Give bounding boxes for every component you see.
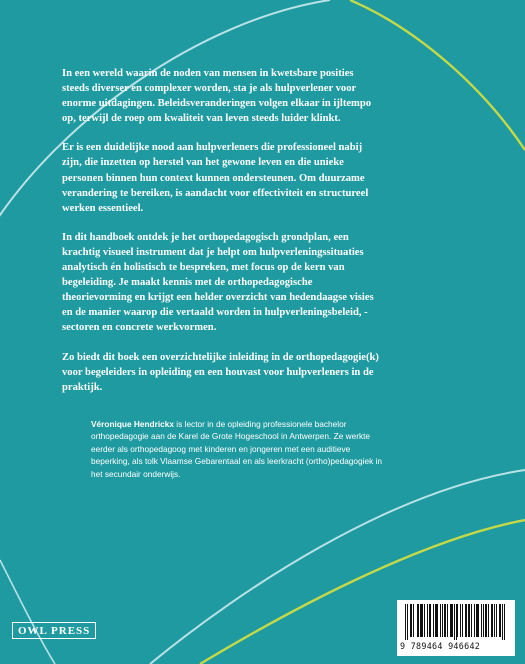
- barcode-bar: [474, 604, 475, 637]
- arc-light-left-bottom: [0, 560, 55, 664]
- barcode-bar: [430, 604, 431, 637]
- barcode-bar: [468, 604, 469, 637]
- barcode-bar: [413, 604, 414, 637]
- blurb-paragraph-1: In een wereld waarin de noden van mensen in kwetsbare posities steeds diverser en complexer worden, sta je als hulpverlener voor enorme uitdagingen. Beleidsveranderingen volgen elkaar in ijltempo op, terwijl de roep om kwaliteit van leven steeds luider klinkt.: [62, 68, 372, 125]
- barcode-bar: [410, 604, 411, 637]
- barcode-bar: [454, 604, 455, 640]
- barcode-bar: [437, 604, 438, 637]
- barcode-bar: [499, 604, 500, 637]
- barcode-bar: [465, 604, 466, 637]
- barcode-bar: [488, 604, 489, 637]
- barcode-bar: [445, 604, 446, 637]
- barcode-bar: [456, 604, 457, 640]
- barcode-bar: [462, 604, 463, 637]
- author-bio-text: is lector in de opleiding professionele bachelor orthopedagogie aan de Karel de Grote Hogeschool in Antwerpen. Ze werkte eerder als orthopedagoog met kinderen en jongeren met een auditieve beperking, als tolk Vlaamse Gebarentaal en als leerkracht (ortho)pedagogiek in het secundair onderwijs.: [91, 419, 383, 479]
- barcode-bar: [483, 604, 484, 637]
- barcode-bar: [469, 604, 470, 637]
- barcode-bar: [417, 604, 418, 637]
- barcode-bar: [496, 604, 497, 637]
- barcode-bar: [492, 604, 493, 637]
- barcode-bar: [476, 604, 477, 637]
- publisher-logo: OWL PRESS: [12, 622, 96, 639]
- author-name: Véronique Hendrickx: [91, 419, 174, 429]
- barcode-bar: [411, 604, 412, 637]
- barcode-bar: [436, 604, 437, 637]
- back-cover-blurb: [62, 66, 382, 409]
- barcode-bar: [457, 604, 458, 637]
- blurb-paragraph-4: Zo biedt dit boek een overzichtelijke inleiding in de orthopedagogie(k) voor begeleiders in opleiding en een houvast voor hulpverleners in de praktijk.: [62, 351, 379, 393]
- blurb-paragraph-3: In dit handboek ontdek je het orthopedagogisch grondplan, een krachtig visueel instrument dat je helpt om hulpverleningssituaties analytisch én holistisch te bespreken, met focus op de kern van begeleiding. Je maakt kennis met de orthopedagogische theorievorming en krijgt een helder overzicht van hedendaagse visies en de manier waarop die vertaald worden in hulpverleningsbeleid, -sectoren en concrete werkvormen.: [62, 231, 374, 334]
- barcode-bar: [427, 604, 428, 637]
- barcode-bar: [494, 604, 495, 637]
- barcode-bars: [405, 604, 507, 640]
- barcode-bar: [444, 604, 445, 637]
- barcode-bar: [466, 604, 467, 637]
- barcode-bar: [442, 604, 443, 637]
- barcode-bar: [424, 604, 425, 637]
- barcode-bar: [440, 604, 441, 637]
- barcode-bar: [486, 604, 487, 637]
- barcode-bar: [477, 604, 478, 637]
- barcode-bar: [485, 604, 486, 637]
- barcode-bar: [460, 604, 461, 637]
- barcode-bar: [421, 604, 422, 637]
- barcode-bar: [478, 604, 479, 637]
- barcode: [397, 600, 515, 656]
- barcode-bar: [407, 604, 408, 640]
- barcode-bar: [429, 604, 430, 637]
- author-bio: [91, 418, 391, 480]
- blurb-paragraph-2: Er is een duidelijke nood aan hulpverleners die professioneel nabij zijn, die inzetten op herstel van het gewone leven en die unieke personen binnen hun context kunnen ondersteunen. Om duurzame verandering te bereiken, is aandacht voor effectiviteit en structureel werken essentieel.: [62, 142, 369, 214]
- barcode-bar: [418, 604, 419, 637]
- barcode-bar: [491, 604, 492, 637]
- barcode-bar: [451, 604, 452, 637]
- barcode-bar: [502, 604, 503, 640]
- barcode-bar: [481, 604, 482, 637]
- barcode-bar: [447, 604, 448, 637]
- barcode-bar: [471, 604, 472, 637]
- barcode-bar: [500, 604, 501, 637]
- barcode-bar: [504, 604, 505, 640]
- barcode-bar: [450, 604, 451, 637]
- barcode-bar: [420, 604, 421, 637]
- barcode-bar: [422, 604, 423, 637]
- barcode-bar: [433, 604, 434, 637]
- barcode-bar: [405, 604, 406, 640]
- barcode-bar: [435, 604, 436, 637]
- isbn-number: 9 789464 946642: [400, 641, 481, 651]
- barcode-bar: [452, 604, 453, 637]
